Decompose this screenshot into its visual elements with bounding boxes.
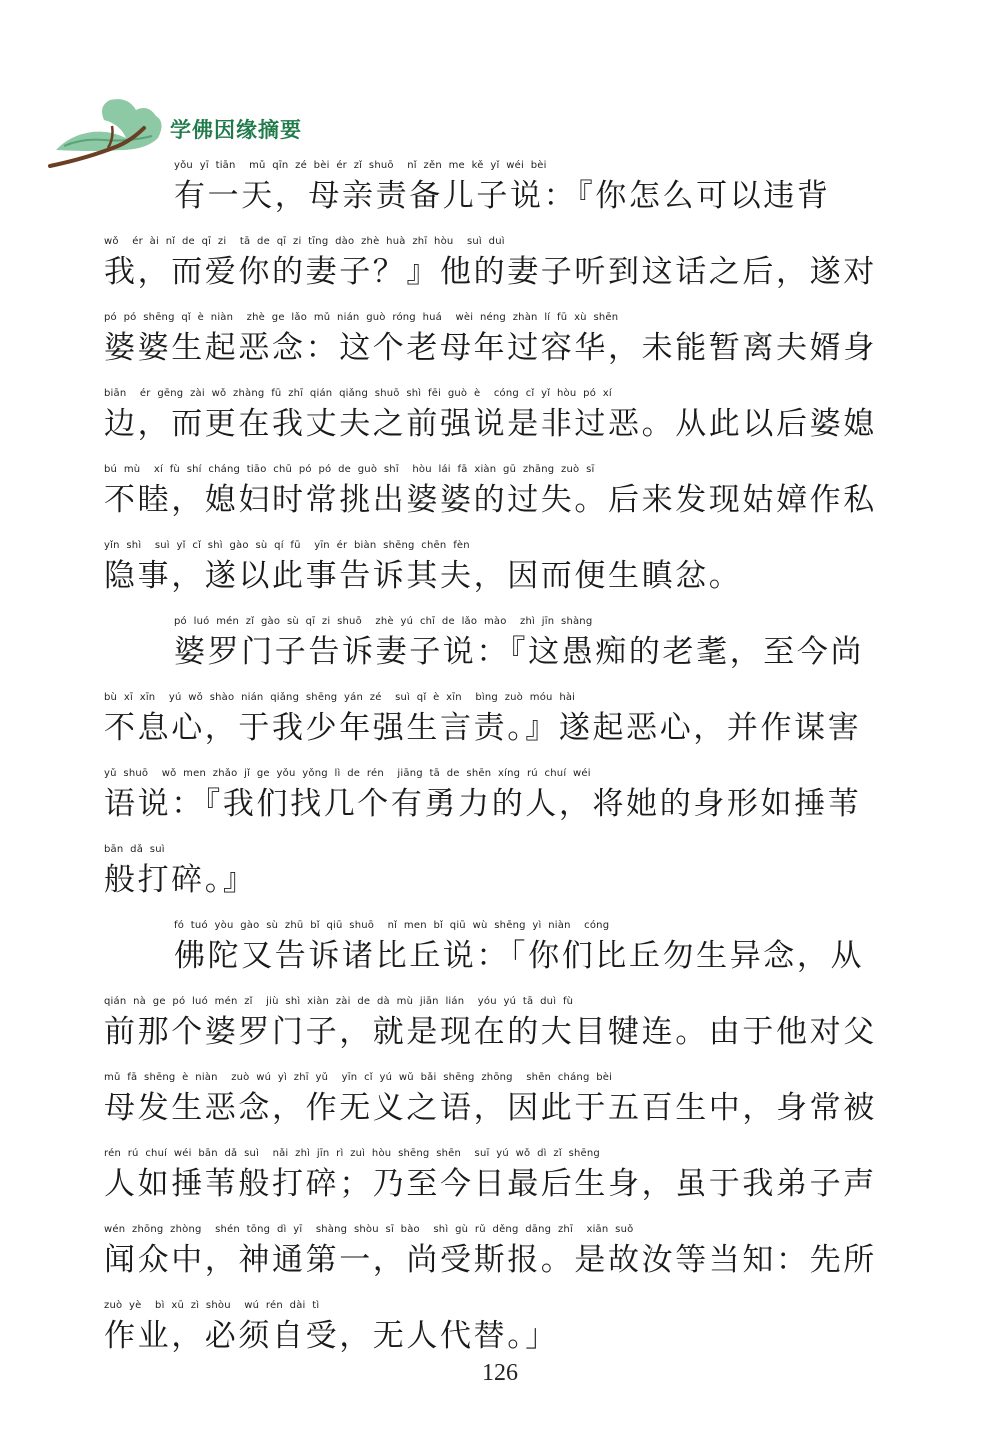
chinese-text: 隐事，遂以此事告诉其夫，因而便生瞋忿。 — [104, 558, 743, 594]
chinese-text: 我，而爱你的妻子？』他的妻子听到这话之后，遂对 — [104, 254, 877, 290]
chinese-text: 闻众中，神通第一，尚受斯报。是故汝等当知：先所 — [104, 1242, 877, 1278]
pinyin-annotation: biān ér gēng zài wǒ zhàng fū zhī qián qiǎng shuō shì fēi guò è cóng cǐ yǐ hòu pó xí — [104, 388, 612, 399]
pinyin-annotation: rén rú chuí wéi bān dǎ suì nǎi zhì jīn rì zuì hòu shēng shēn suī yú wǒ dì zǐ shēng — [104, 1148, 600, 1159]
chinese-text: 边，而更在我丈夫之前强说是非过恶。从此以后婆媳 — [104, 406, 877, 442]
chinese-text: 语说：『我们找几个有勇力的人，将她的身形如捶苇 — [104, 786, 862, 822]
chinese-text: 佛陀又告诉诸比丘说：「你们比丘勿生异念，从 — [174, 938, 865, 974]
text-line — [104, 538, 894, 614]
text-line — [104, 158, 894, 234]
pinyin-annotation: yǒu yī tiān mǔ qīn zé bèi ér zǐ shuō nǐ zěn me kě yǐ wéi bèi — [174, 160, 547, 171]
text-line — [104, 462, 894, 538]
chinese-text: 人如捶苇般打碎；乃至今日最后生身，虽于我弟子声 — [104, 1166, 877, 1202]
pinyin-annotation: yǐn shì suì yǐ cǐ shì gào sù qí fū yīn ér biàn shēng chēn fèn — [104, 540, 470, 551]
pinyin-annotation: bān dǎ suì — [104, 844, 165, 855]
pinyin-annotation: bù xī xīn yú wǒ shào nián qiǎng shēng yán zé suì qǐ è xīn bìng zuò móu hài — [104, 692, 576, 703]
pinyin-annotation: bú mù xí fù shí cháng tiāo chū pó pó de guò shī hòu lái fā xiàn gū zhāng zuò sī — [104, 464, 595, 475]
text-line — [104, 994, 894, 1070]
chinese-text: 不睦，媳妇时常挑出婆婆的过失。后来发现姑嫜作私 — [104, 482, 877, 518]
chinese-text: 婆罗门子告诉妻子说：『这愚痴的老耄，至今尚 — [174, 634, 865, 670]
text-line — [104, 1070, 894, 1146]
chinese-text: 婆婆生起恶念：这个老母年过容华，未能暂离夫婿身 — [104, 330, 877, 366]
page-number: 126 — [482, 1360, 518, 1386]
text-line — [104, 614, 894, 690]
text-line — [104, 690, 894, 766]
text-line — [104, 1222, 894, 1298]
text-line — [104, 310, 894, 386]
text-line — [104, 918, 894, 994]
chinese-text: 般打碎。』 — [104, 862, 257, 898]
pinyin-annotation: wén zhōng zhòng shén tōng dì yī shàng shòu sī bào shì gù rǔ děng dāng zhī xiān suǒ — [104, 1224, 634, 1235]
pinyin-annotation: zuò yè bì xū zì shòu wú rén dài tì — [104, 1300, 320, 1311]
book-title: 学佛因缘摘要 — [170, 118, 302, 142]
text-line — [104, 766, 894, 842]
text-line — [104, 842, 894, 918]
chinese-text: 不息心，于我少年强生言责。』遂起恶心，并作谋害 — [104, 710, 862, 746]
text-line — [104, 386, 894, 462]
story-text — [104, 158, 894, 1374]
pinyin-annotation: pó pó shēng qǐ è niàn zhè ge lǎo mǔ nián guò róng huá wèi néng zhàn lí fū xù shēn — [104, 312, 619, 323]
pinyin-annotation: yǔ shuō wǒ men zhǎo jǐ ge yǒu yǒng lì de rén jiāng tā de shēn xíng rú chuí wéi — [104, 768, 591, 779]
pinyin-annotation: qián nà ge pó luó mén zǐ jiù shì xiàn zài de dà mù jiān lián yóu yú tā duì fù — [104, 996, 574, 1007]
pinyin-annotation: fó tuó yòu gào sù zhū bǐ qiū shuō nǐ men bǐ qiū wù shēng yì niàn cóng — [174, 920, 610, 931]
pinyin-annotation: pó luó mén zǐ gào sù qī zi shuō zhè yú chī de lǎo mào zhì jīn shàng — [174, 616, 593, 627]
pinyin-annotation: wǒ ér ài nǐ de qī zi tā de qī zi tīng dào zhè huà zhī hòu suì duì — [104, 236, 505, 247]
chinese-text: 有一天，母亲责备儿子说：『你怎么可以违背 — [174, 178, 831, 214]
chinese-text: 母发生恶念，作无义之语，因此于五百生中，身常被 — [104, 1090, 877, 1126]
chinese-text: 作业，必须自受，无人代替。」 — [104, 1318, 559, 1354]
chinese-text: 前那个婆罗门子，就是现在的大目犍连。由于他对父 — [104, 1014, 877, 1050]
pinyin-annotation: mǔ fā shēng è niàn zuò wú yì zhī yǔ yīn cǐ yú wǔ bǎi shēng zhōng shēn cháng bèi — [104, 1072, 613, 1083]
text-line — [104, 234, 894, 310]
text-line — [104, 1146, 894, 1222]
